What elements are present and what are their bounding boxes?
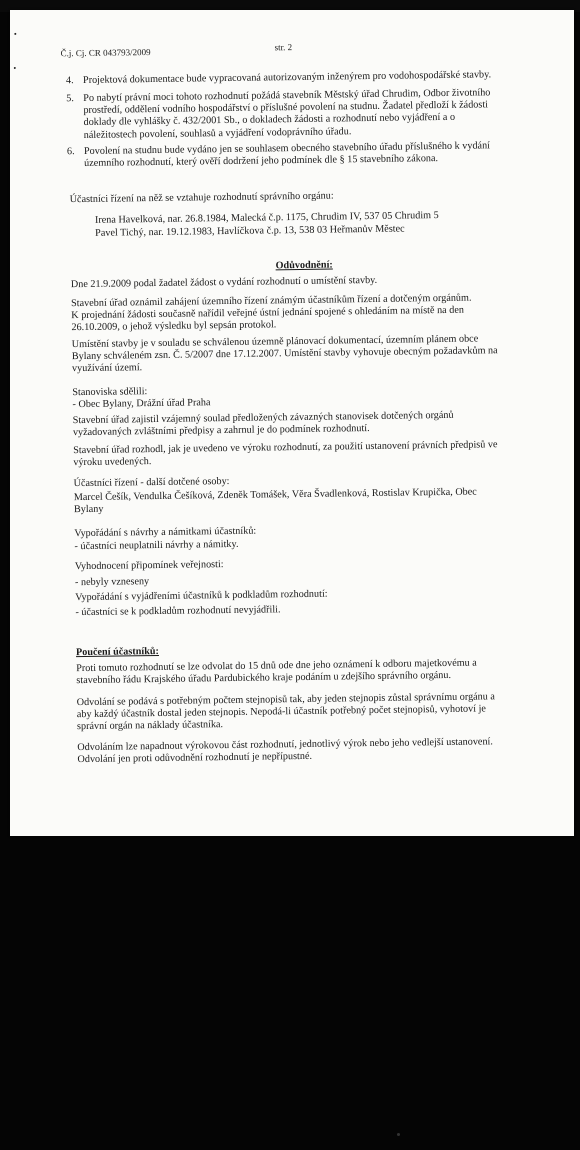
reasoning-line: výroku uvedených.: [73, 456, 152, 469]
section-title-instruction: Poučení účastníků:: [75, 645, 159, 659]
participant-entry: Irena Havelková, nar. 26.8.1984, Malecká č.p. 1175, Chrudim IV, 537 05 Chrudim 5: [94, 210, 439, 226]
condition-text: Projektová dokumentace bude vypracovaná autorizovaným inženýrem pro vodohospodářské stavby.: [82, 69, 492, 86]
condition-text: Po nabytí právní moci tohoto rozhodnutí požádá stavebník Městský úřad Chrudim, Odbor životního: [83, 87, 491, 104]
reasoning-line: Umístění stavby je v souladu se schválenou územně plánovací dokumentací, územním plánem obce: [71, 333, 479, 351]
scan-speck: [397, 1133, 400, 1136]
reasoning-line: Stavební úřad oznámil zahájení územního řízení známým účastníkům řízení a dotčeným orgánům.: [71, 292, 472, 310]
reasoning-line: - účastníci neuplatnili návrhy a námitky.: [74, 538, 239, 553]
condition-text: náležitostech povolení, souhlasů a vyjádření vodoprávního úřadu.: [83, 125, 352, 141]
reasoning-line: Stavební úřad rozhodl, jak je uvedeno ve výroku rozhodnutí, za použití ustanovení právních předpisů ve: [73, 439, 498, 457]
condition-text: doklady dle vyhlášky č. 432/2001 Sb., o dokladech žádosti a rozhodnutí nebo vyjádření a o: [83, 112, 456, 129]
reference-number: Č.j. Cj. CR 043793/2009: [60, 47, 151, 59]
condition-number: 4.: [65, 75, 74, 87]
reasoning-line: Vypořádání s návrhy a námitkami účastníků:: [74, 525, 257, 540]
condition-text: územního rozhodnutí, který ověří dodržení jeho podmínek dle § 15 stavebního zákona.: [84, 153, 439, 170]
reasoning-line: 26.10.2009, o jehož výsledku byl sepsán protokol.: [71, 319, 277, 334]
participant-entry: Pavel Tichý, nar. 19.12.1983, Havlíčkova č.p. 13, 538 03 Heřmanův Městec: [95, 223, 405, 239]
instruction-line: Odvolání se podává s potřebným počtem stejnopisů tak, aby jeden stejnopis zůstal správnímu orgánu a: [76, 691, 495, 709]
instruction-line: aby každý účastník dostal jeden stejnopis. Nepodá-li účastník potřebný počet stejnopisů, vyhotoví je: [76, 703, 487, 721]
document-page: [10, 10, 574, 836]
reasoning-line: Bylany schváleném zsn. Č. 5/2007 dne 17.12.2007. Umístění stavby vyhovuje obecným požadavkům na: [71, 345, 498, 363]
reasoning-line: - Obec Bylany, Drážní úřad Praha: [72, 397, 211, 411]
reasoning-line: využívání území.: [71, 362, 143, 375]
instruction-line: Odvolání jen proti odůvodnění rozhodnutí je nepřípustné.: [77, 751, 313, 766]
reasoning-line: K projednání žádosti současně nařídil veřejné ústní jednání spojené s ohledáním na místě na den: [71, 304, 465, 322]
reasoning-line: Vyhodnocení připomínek veřejnosti:: [74, 559, 224, 573]
condition-text: Povolení na studnu bude vydáno jen se souhlasem obecného stavebního úřadu příslušného k vydání: [83, 140, 491, 157]
condition-number: 6.: [66, 146, 75, 158]
reasoning-line: Stavební úřad zajistil vzájemný soulad předložených závazných stanovisek dotčených orgánů: [72, 409, 454, 427]
instruction-line: stavebního řádu Krajského úřadu Pardubického kraje podáním u zdejšího správního orgánu.: [76, 670, 452, 687]
reasoning-line: - účastníci se k podkladům rozhodnutí nevyjádřili.: [75, 604, 281, 619]
reasoning-line: vyžadovaných zvláštními předpisy a zahrnul je do podmínek rozhodnutí.: [72, 423, 370, 439]
condition-number: 5.: [66, 93, 74, 105]
reasoning-line: Stanoviska sdělili:: [72, 386, 148, 399]
page-content: [10, 10, 574, 836]
instruction-line: Odvoláním lze napadnout výrokovou část rozhodnutí, jednotlivý výrok nebo jeho vedlejší ustanovení.: [77, 736, 493, 754]
punch-mark: [14, 67, 16, 69]
punch-mark: [14, 33, 16, 35]
reasoning-line: Dne 21.9.2009 podal žadatel žádost o vydání rozhodnutí o umístění stavby.: [70, 274, 378, 291]
reasoning-line: Marcel Češík, Vendulka Češíková, Zdeněk Tomášek, Věra Švadlenková, Rostislav Krupička, Obec: [73, 486, 477, 504]
reasoning-line: Účastníci řízení - další dotčené osoby:: [73, 475, 230, 490]
section-title-reasoning: Odůvodnění:: [275, 259, 333, 272]
page-number: str. 2: [274, 42, 293, 53]
reasoning-line: - nebyly vzneseny: [74, 576, 150, 589]
instruction-line: správní orgán na náklady účastníka.: [76, 719, 224, 733]
condition-text: prostředí, oddělení vodního hospodářství o příslušné povolení na studnu. Žadatel předloží k žádosti: [83, 99, 489, 117]
instruction-line: Proti tomuto rozhodnutí se lze odvolat do 15 dnů ode dne jeho oznámení k odboru majetkovému a: [76, 657, 477, 675]
reasoning-line: Vypořádání s vyjádřeními účastníků k podkladům rozhodnutí:: [75, 588, 328, 604]
reasoning-line: Bylany: [73, 503, 104, 516]
participants-heading: Účastníci řízení na něž se vztahuje rozhodnutí správního orgánu:: [69, 190, 334, 206]
